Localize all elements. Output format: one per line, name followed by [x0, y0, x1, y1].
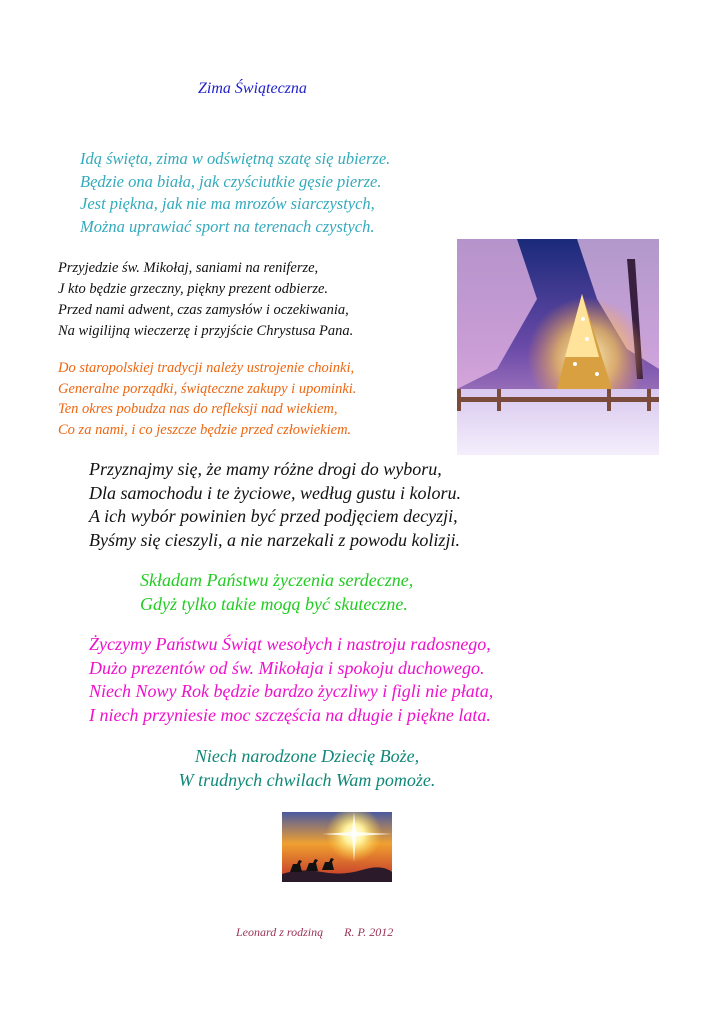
poem-line: W trudnych chwilach Wam pomoże.	[178, 769, 436, 790]
poem-line: Gdyż tylko takie mogą być skuteczne.	[140, 593, 408, 614]
poem-line: Do staropolskiej tradycji należy ustrojenie choinki,	[58, 360, 355, 376]
poem-line: Dla samochodu i te życiowe, według gustu i koloru.	[89, 482, 461, 503]
stanza-7	[0, 745, 614, 792]
poem-line: Ten okres pobudza nas do refleksji nad wiekiem,	[58, 401, 338, 417]
poem-line: Dużo prezentów od św. Mikołaja i spokoju duchowego.	[89, 657, 485, 678]
poem-line: Przyjedzie św. Mikołaj, saniami na reniferze,	[58, 260, 319, 276]
signature	[236, 925, 393, 940]
poem-line: Idą święta, zima w odświętną szatę się ubierze.	[80, 149, 391, 168]
poem-line: J kto będzie grzeczny, piękny prezent odbierze.	[58, 281, 329, 297]
poem-line: Składam Państwu życzenia serdeczne,	[140, 570, 414, 590]
poem-line: Będzie ona biała, jak czyściutkie gęsie pierze.	[80, 171, 382, 191]
stanza-2	[58, 258, 353, 342]
stanza-3	[58, 358, 356, 440]
poem-line: Przed nami adwent, czas zamysłów i oczekiwania,	[58, 302, 349, 318]
poem-line: Niech Nowy Rok będzie bardzo życzliwy i figli nie płata,	[89, 681, 494, 701]
signature-author: Leonard z rodziną	[236, 925, 324, 939]
magi-star-image	[282, 812, 392, 882]
poem-line: Co za nami, i co jeszcze będzie przed człowiekiem.	[58, 421, 352, 438]
stanza-1	[80, 148, 390, 238]
signature-date: R. P. 2012	[344, 925, 394, 939]
poem-line: I niech przyniesie moc szczęścia na długie i piękne lata.	[89, 704, 491, 725]
christmas-tree-image	[457, 239, 659, 455]
poem-line: Na wigilijną wieczerzę i przyjście Chrystusa Pana.	[58, 323, 354, 339]
poem-line: Jest piękna, jak nie ma mrozów siarczystych,	[80, 194, 375, 213]
poem-line: Niech narodzone Dziecię Boże,	[194, 746, 420, 766]
poem-line: Generalne porządki, świąteczne zakupy i upominki.	[58, 380, 357, 397]
poem-line: Byśmy się cieszyli, a nie narzekali z powodu kolizji.	[89, 529, 460, 550]
poem-line: Przyznajmy się, że mamy różne drogi do wyboru,	[89, 459, 442, 479]
poem-line: A ich wybór powinien być przed podjęciem decyzji,	[89, 506, 458, 526]
stanza-4	[89, 458, 461, 552]
stanza-5	[140, 569, 413, 616]
poem-line: Można uprawiać sport na terenach czystych.	[80, 216, 375, 236]
poem-title: Zima Świąteczna	[198, 80, 307, 97]
stanza-6	[89, 633, 493, 727]
poem-line: Życzymy Państwu Świąt wesołych i nastroju radosnego,	[89, 634, 491, 654]
